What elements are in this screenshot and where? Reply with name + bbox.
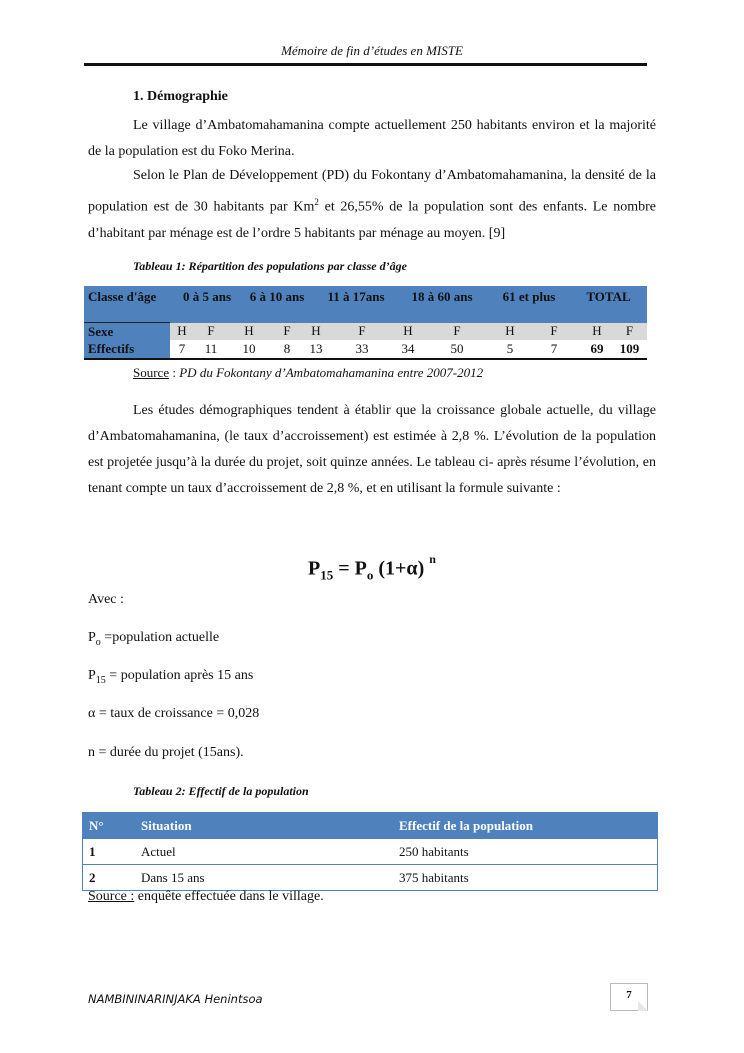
table1-age-class: 6 à 10 ans	[238, 286, 316, 323]
table2-col-header: Effectif de la population	[393, 813, 658, 839]
table1-age-class: 11 à 17ans	[316, 286, 396, 323]
table1-caption: Tableau 1: Répartition des populations par classe d’âge	[133, 259, 407, 273]
table1-sexe-cell: H	[396, 323, 420, 341]
table1-effectif-cell: 10	[228, 340, 270, 359]
table1-sexe-cell: F	[526, 323, 582, 341]
definition-alpha: α = taux de croissance = 0,028	[88, 706, 260, 721]
table1-effectif-cell: 33	[328, 340, 396, 359]
table1-age-class: 18 à 60 ans	[396, 286, 488, 323]
table1-effectif-cell: 8	[270, 340, 304, 359]
table1-sexe-cell: H	[228, 323, 270, 341]
table1-source: Source : PD du Fokontany d’Ambatomahamanina entre 2007-2012	[133, 365, 484, 380]
table1-age-class: 61 et plus	[488, 286, 570, 323]
table2-col-header: Situation	[135, 813, 393, 839]
definitions-intro: Avec :	[88, 592, 124, 607]
running-header: Mémoire de fin d’études en MISTE	[281, 43, 463, 58]
table2-cell: Dans 15 ans	[135, 865, 393, 891]
table1-effectifs-row	[84, 340, 647, 359]
table1-sexe-cell: F	[270, 323, 304, 341]
table1-sexe-row	[84, 323, 647, 341]
table1-sexe-cell: H	[494, 323, 526, 341]
table-row	[83, 839, 658, 865]
definition-p15: $P_{15}$ = population après 15 ans	[88, 668, 254, 686]
definition-n: n = durée du projet (15ans).	[88, 745, 244, 760]
table1-effectif-cell: 7	[526, 340, 582, 359]
paragraph-density: Selon le Plan de Développement (PD) du Fokontany d’Ambatomahamanina, la densité de la population est de 30 habitants par Km$^2$ et 26,55% de la population sont des enfants. Le nombre d’habitant par ménage est de l’ordre 5 habitants par ménage au moyen. [9]	[88, 168, 656, 241]
footer-author: NAMBININARINJAKA Henintsoa	[88, 992, 263, 1006]
table2-cell: 250 habitants	[393, 839, 658, 865]
table1-header-label: Classe d'âge	[84, 286, 176, 323]
age-distribution-table	[84, 286, 647, 323]
table1-effectif-cell: 34	[396, 340, 420, 359]
age-distribution-values	[84, 322, 647, 360]
table2-cell: 1	[83, 839, 136, 865]
paragraph-village: Le village d’Ambatomahamanina compte actuellement 250 habitants environ et la majorité de la population est du Foko Merina.	[88, 118, 656, 159]
table1-effectifs-label: Effectifs	[84, 340, 170, 359]
table1-sexe-cell: F	[194, 323, 228, 341]
table1-sexe-cell: H	[304, 323, 328, 341]
section-heading: 1. Démographie	[133, 89, 228, 104]
table2-source: Source : enquête effectuée dans le village.	[88, 889, 324, 904]
definition-po: $P_o$ =population actuelle	[88, 630, 220, 648]
table2-caption: Tableau 2: Effectif de la population	[133, 784, 309, 798]
table1-effectif-cell: 13	[304, 340, 328, 359]
table2-header-row	[83, 813, 658, 839]
table1-sexe-cell: H	[582, 323, 612, 341]
table2-cell: Actuel	[135, 839, 393, 865]
table1-effectif-cell: 50	[420, 340, 494, 359]
paragraph-growth: Les études démographiques tendent à établir que la croissance globale actuelle, du village d’Ambatomahamanina, (le taux d’accroissement) est estimée à 2,8 %. L’évolution de la population est projetée jusqu’à la durée du projet, soit quinze années. Le tableau ci- après résume l’évolution, en tenant compte un taux d’accroissement de 2,8 %, et en utilisant la formule suivante :	[88, 403, 656, 496]
table1-effectif-total-f: 109	[612, 340, 647, 359]
table1-sexe-cell: F	[612, 323, 647, 341]
table1-age-class: 0 à 5 ans	[176, 286, 238, 323]
table1-sexe-label: Sexe	[84, 323, 170, 341]
table1-effectif-cell: 5	[494, 340, 526, 359]
table-row	[83, 865, 658, 891]
growth-formula: $P_{15} = P_o$ (1+α) $^n$	[308, 552, 436, 583]
page-number: 7	[610, 983, 648, 1011]
table1-effectif-cell: 11	[194, 340, 228, 359]
table2-col-header: N°	[83, 813, 136, 839]
table2-cell: 2	[83, 865, 136, 891]
table1-header-row	[84, 286, 647, 323]
table1-sexe-cell: F	[328, 323, 396, 341]
table2-cell: 375 habitants	[393, 865, 658, 891]
population-table	[82, 812, 658, 891]
table1-sexe-cell: H	[170, 323, 194, 341]
header-divider	[84, 63, 647, 66]
table1-sexe-cell: F	[420, 323, 494, 341]
table1-age-class: TOTAL	[570, 286, 647, 323]
table1-effectif-total-h: 69	[582, 340, 612, 359]
table1-effectif-cell: 7	[170, 340, 194, 359]
